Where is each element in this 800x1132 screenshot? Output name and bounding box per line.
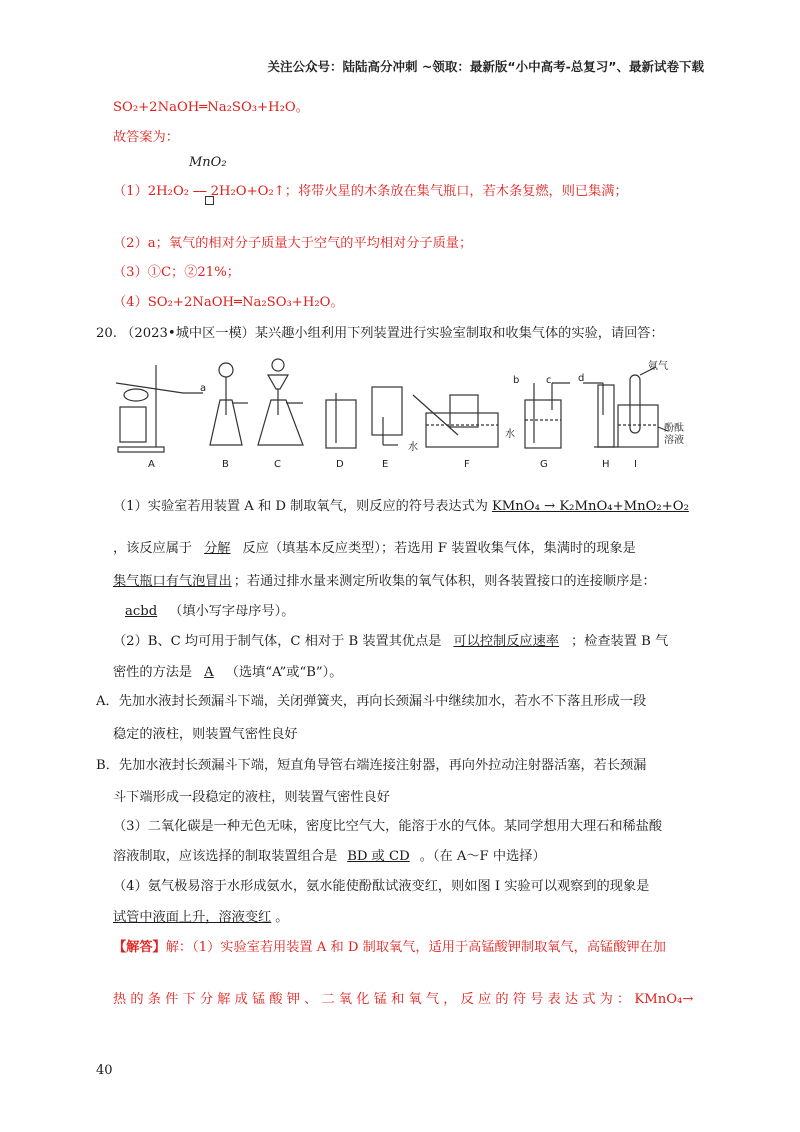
answer-4: （4）SO₂+2NaOH═Na₂SO₃+H₂O。 <box>113 295 344 310</box>
letter-b: B <box>222 459 229 470</box>
letter-g: G <box>540 459 548 470</box>
option-a-line1: A．先加水液封长颈漏斗下端，关闭弹簧夹，再向长颈漏斗中继续加水，若水不下落且形成一段 <box>96 694 647 709</box>
q1-line4: acbd （填小写字母序号）。 <box>113 600 294 619</box>
q1-blank-phenomenon: 集气瓶口有气泡冒出 <box>113 574 232 589</box>
label-c: c <box>546 375 552 386</box>
question-20-title: 20. （2023•城中区一模）某兴趣小组利用下列装置进行实验室制取和收集气体的实验，请回答： <box>96 326 664 341</box>
q1-line3: 集气瓶口有气泡冒出 ；若通过排水量来测定所收集的氧气体积，则各装置接口的连接顺序是： <box>113 574 656 589</box>
letter-f: F <box>464 459 470 470</box>
apparatus-letters <box>148 459 637 470</box>
q2-blank-advantage: 可以控制反应速率 <box>453 634 559 649</box>
page-header: 关注公众号：陆陆高分冲刺 ~领取：最新版“小中高考-总复习”、最新试卷下载 <box>267 59 704 74</box>
label-b: b <box>513 375 520 386</box>
q4-blank-phenomenon: 试管中液面上升，溶液变红 <box>113 910 272 925</box>
q3-line1: （3）二氧化碳是一种无色无味，密度比空气大，能溶于水的气体。某同学想用大理石和稀盐酸 <box>113 819 663 834</box>
apparatus-d <box>326 393 356 448</box>
q3-blank-combo: BD 或 CD <box>347 849 410 864</box>
apparatus-a <box>116 365 203 452</box>
q4-line2: 试管中液面上升，溶液变红 。 <box>113 910 289 925</box>
option-b-line2: 斗下端形成一段稳定的液柱，则装置气密性良好 <box>113 790 390 805</box>
q1-blank-order: acbd <box>125 604 158 619</box>
solution-line1: 【解答】解：（1）实验室若用装置 A 和 D 制取氧气，适用于高锰酸钾制取氧气，高锰酸钾在加 <box>113 940 666 955</box>
answer-2: （2）a；氧气的相对分子质量大于空气的平均相对分子质量； <box>113 236 473 251</box>
apparatus-b <box>210 363 248 445</box>
letter-d: D <box>336 459 344 470</box>
apparatus-h <box>583 383 618 447</box>
option-b-line1: B．先加水液封长颈漏斗下端，短直角导管右端连接注射器，再向外拉动注射器活塞，若长颈漏 <box>96 758 647 773</box>
option-a-line2: 稳定的液柱，则装置气密性良好 <box>113 727 298 742</box>
letter-c: C <box>274 459 281 470</box>
q1-blank-equation: KMnO₄ → K₂MnO₄+MnO₂+O₂ <box>491 499 689 514</box>
apparatus-f <box>413 395 498 447</box>
letter-a: A <box>148 459 155 470</box>
label-ammonia: 氨气 <box>648 361 668 372</box>
q1-blank-type: 分解 <box>204 541 231 556</box>
q3-line2: 溶液制取，应该选择的制取装置组合是 BD 或 CD 。（在 A～F 中选择） <box>113 849 546 864</box>
q1-line1: （1）实验室若用装置 A 和 D 制取氧气，则反应的符号表达式为 KMnO₄ → K₂MnO₄+MnO₂+O₂ <box>113 495 693 514</box>
label-d: d <box>578 373 585 384</box>
answer-label: 故答案为： <box>113 130 179 145</box>
q2-line1: （2）B、C 均可用于制气体，C 相对于 B 装置其优点是 可以控制反应速率 ；检查装置 B 气 <box>113 634 669 649</box>
apparatus-g <box>525 383 570 448</box>
q4-line1: （4）氨气极易溶于水形成氨水，氨水能使酚酞试液变红，则如图 I 实验可以观察到的现象是 <box>113 879 650 894</box>
letter-e: E <box>382 459 389 470</box>
q2-blank-method: A <box>204 665 214 680</box>
answer-3: （3）①C；②21%； <box>113 265 240 280</box>
page-number: 40 <box>96 1063 113 1078</box>
letter-h: H <box>602 459 610 470</box>
solution-line2: 热 的 条 件 下 分 解 成 锰 酸 钾 、 二 氧 化 锰 和 氧 气 ， 反 应 的 符 号 表 达 式 为 ： KMnO₄→ <box>113 992 694 1007</box>
solution-tag: 【解答】 <box>113 940 166 955</box>
apparatus-figure <box>108 355 698 475</box>
label-water-g: 水 <box>505 429 515 440</box>
q1-line2: ，该反应属于 分解 反应（填基本反应类型）；若选用 F 装置收集气体，集满时的现象是 <box>113 541 636 556</box>
apparatus-e <box>372 387 402 445</box>
label-water-f: 水 <box>408 442 418 453</box>
label-phenol-1: 酚酞 <box>664 423 684 434</box>
apparatus-i <box>618 367 668 447</box>
answer-1: （1）2H₂O₂ ⎯⎯ 2H₂O+O₂↑；将带火星的木条放在集气瓶口，若木条复燃，则已集满； <box>113 184 628 199</box>
apparatus-c <box>258 359 303 445</box>
label-phenol-2: 溶液 <box>664 435 684 446</box>
label-a: a <box>200 383 207 394</box>
letter-i: I <box>634 459 637 470</box>
top-equation: SO₂+2NaOH═Na₂SO₃+H₂O。 <box>113 100 309 115</box>
q2-line2: 密性的方法是 A （选填“A”或“B”）。 <box>113 665 343 680</box>
mno2-catalyst: MnO₂ <box>189 155 227 170</box>
